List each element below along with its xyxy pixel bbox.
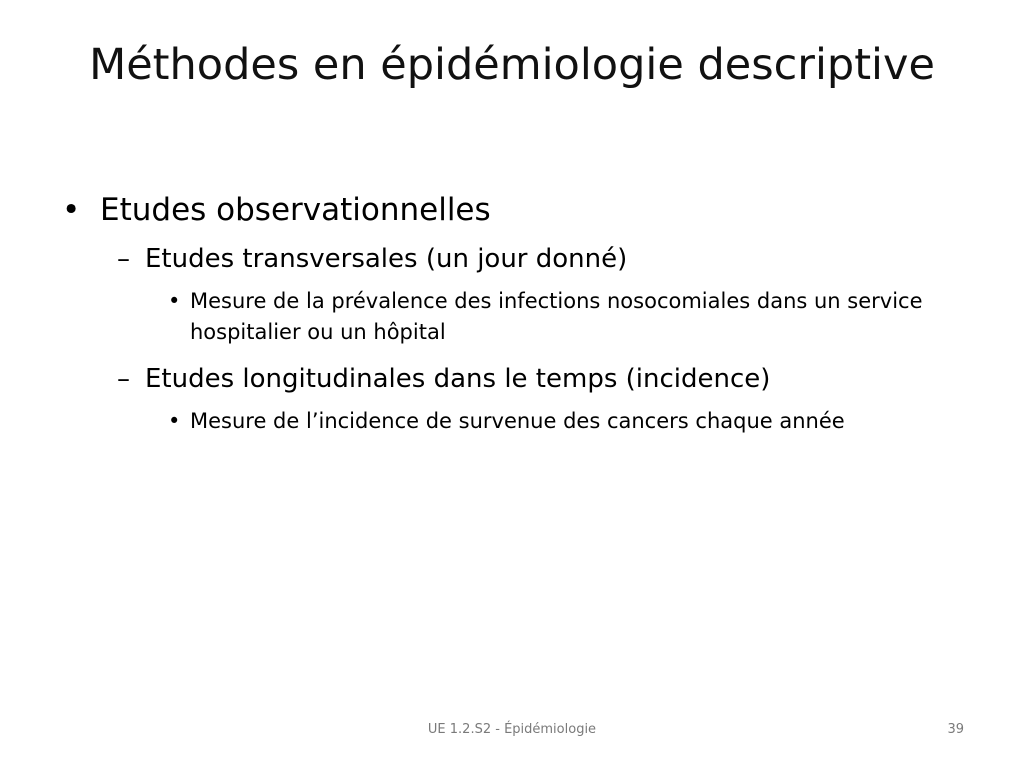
bullet-dot-icon: •: [168, 289, 181, 313]
bullet-text: Etudes transversales (un jour donné): [145, 244, 628, 274]
bullet-level-2: [60, 360, 964, 398]
slide-number: 39: [947, 722, 964, 737]
bullet-dash-icon: –: [117, 244, 130, 274]
bullet-level-3: [60, 406, 964, 437]
bullet-level-3: [60, 286, 964, 348]
bullet-dash-icon: –: [117, 364, 130, 394]
bullet-level-2: [60, 240, 964, 278]
bullet-dot-icon: •: [168, 409, 181, 433]
bullet-level-1: [60, 188, 964, 232]
content-area: [60, 188, 964, 449]
bullet-text: Etudes observationnelles: [100, 192, 491, 228]
bullet-text: Etudes longitudinales dans le temps (incidence): [145, 364, 771, 394]
slide-title: Méthodes en épidémiologie descriptive: [89, 40, 935, 90]
bullet-text: Mesure de la prévalence des infections nosocomiales dans un service hospitalier ou un hôpital: [190, 289, 923, 344]
bullet-text: Mesure de l’incidence de survenue des cancers chaque année: [190, 409, 845, 433]
footer-course-label: UE 1.2.S2 - Épidémiologie: [427, 722, 597, 737]
bullet-dot-icon: •: [62, 192, 81, 228]
